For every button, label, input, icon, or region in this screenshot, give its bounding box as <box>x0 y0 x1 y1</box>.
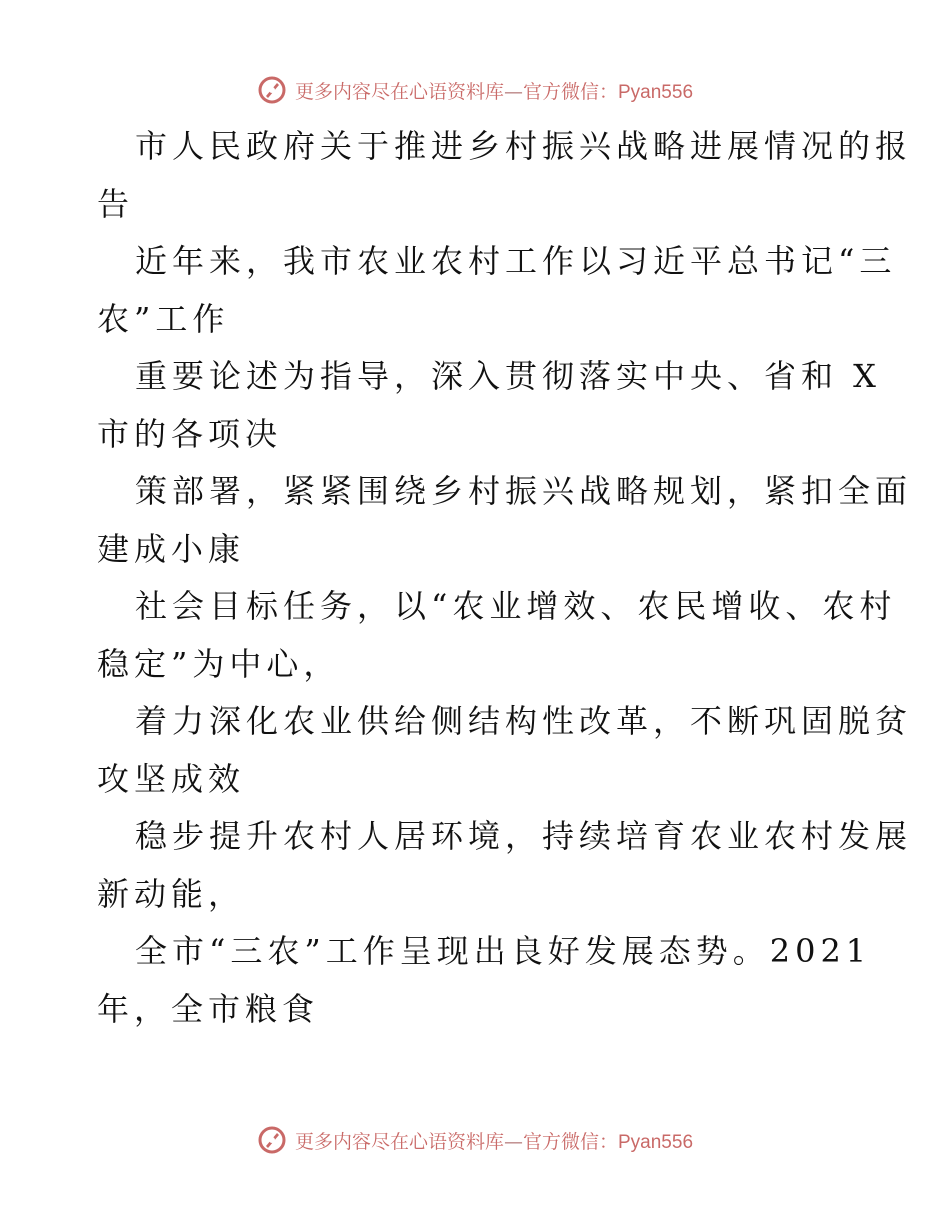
document-line: 新动能， <box>97 874 246 913</box>
quill-logo-icon <box>257 75 287 105</box>
document-line: 建成小康 <box>97 529 246 568</box>
header-watermark <box>0 70 950 110</box>
watermark-contact-label: 官方微信： <box>522 1130 618 1153</box>
document-line: 年，全市粮食 <box>97 989 320 1028</box>
document-line: 农”工作 <box>97 299 230 338</box>
document-line: 社会目标任务，以“农业增效、农民增收、农村 <box>135 587 897 625</box>
document-line: 重要论述为指导，深入贯彻落实中央、省和 X <box>135 357 881 395</box>
document-line: 全市“三农”工作呈现出良好发展态势。2021 <box>135 932 872 970</box>
watermark-site-name: 更多内容尽在心语资料库 <box>294 1130 504 1153</box>
document-line: 市的各项决 <box>97 414 283 453</box>
watermark-dash: — <box>503 1130 523 1153</box>
quill-logo-icon <box>257 1125 287 1155</box>
watermark-contact-label: 官方微信： <box>522 80 618 103</box>
document-line: 策部署，紧紧围绕乡村振兴战略规划，紧扣全面 <box>135 472 913 510</box>
document-line: 着力深化农业供给侧结构性改革，不断巩固脱贫 <box>135 702 913 740</box>
footer-watermark <box>0 1120 950 1160</box>
document-line: 近年来，我市农业农村工作以习近平总书记“三 <box>135 242 897 280</box>
watermark-text <box>295 77 693 104</box>
document-line: 稳定”为中心， <box>97 644 341 683</box>
watermark-site-name: 更多内容尽在心语资料库 <box>294 80 504 103</box>
watermark-contact-id: Pyan556 <box>618 81 694 103</box>
watermark-text <box>295 1127 693 1154</box>
document-body <box>97 118 913 1038</box>
watermark-contact-id: Pyan556 <box>618 1131 694 1153</box>
document-line: 市人民政府关于推进乡村振兴战略进展情况的报 <box>135 127 913 165</box>
watermark-dash: — <box>503 80 523 103</box>
document-line: 稳步提升农村人居环境，持续培育农业农村发展 <box>135 817 913 855</box>
document-line: 攻坚成效 <box>97 759 246 798</box>
document-line: 告 <box>97 184 135 223</box>
